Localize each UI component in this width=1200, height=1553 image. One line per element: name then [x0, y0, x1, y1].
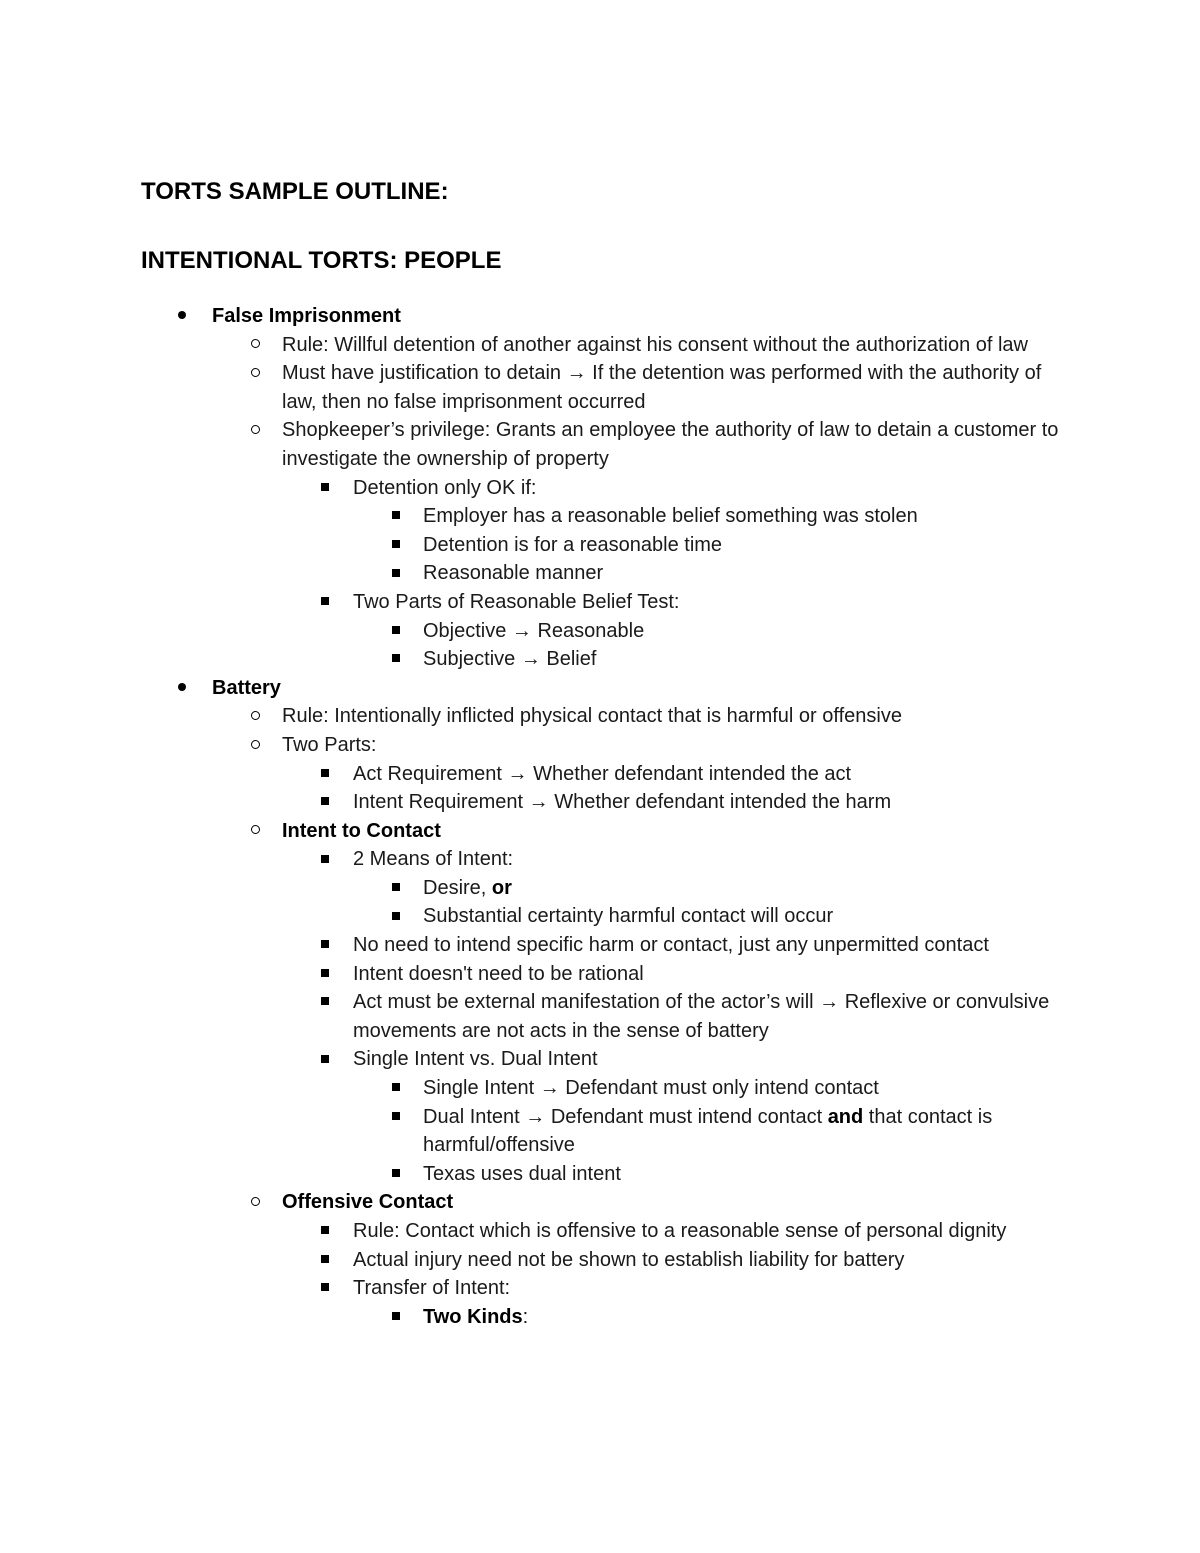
list-item: [0, 817, 1080, 846]
emphasis-two-kinds: Two Kinds: [423, 1305, 523, 1328]
list-item-text: Intent Requirement → Whether defendant intended the harm: [353, 791, 892, 814]
list-item: [0, 731, 1080, 760]
outline-list: [0, 302, 1200, 1331]
list-item: [0, 874, 1080, 903]
list-item-text: Texas uses dual intent: [423, 1162, 621, 1185]
list-item-text: Substantial certainty harmful contact will occur: [423, 905, 834, 928]
bullet-square-icon: [313, 931, 337, 960]
list-item-text: that contact is harmful/offensive: [423, 1105, 993, 1157]
bullet-square-icon: [384, 531, 408, 560]
list-item: [0, 617, 1080, 646]
emphasis-or: or: [491, 876, 512, 899]
list-item-text: Rule: Contact which is offensive to a reasonable sense of personal dignity: [353, 1220, 1007, 1242]
list-item: [0, 788, 1080, 817]
list-item: [0, 1103, 1080, 1160]
list-item-text: Single Intent → Defendant must only intend contact: [423, 1077, 879, 1100]
list-item-text: Subjective → Belief: [423, 648, 597, 671]
bullet-square-icon: [384, 1160, 408, 1189]
bullet-square-icon: [384, 617, 408, 646]
document-title: TORTS SAMPLE OUTLINE:: [141, 178, 449, 205]
bullet-square-icon: [313, 845, 337, 874]
bullet-circle-icon: [243, 331, 267, 360]
list-item-text: :: [522, 1305, 529, 1328]
list-item-text: Intent doesn't need to be rational: [353, 962, 644, 985]
list-item-text: Detention only OK if:: [353, 476, 537, 499]
list-item: [0, 1217, 1080, 1246]
bullet-square-icon: [313, 960, 337, 989]
bullet-circle-icon: [243, 1188, 267, 1217]
list-item: [0, 474, 1080, 503]
bullet-circle-icon: [243, 359, 267, 388]
bullet-square-icon: [384, 1103, 408, 1132]
topic-heading-battery: Battery: [212, 676, 281, 699]
list-item: [0, 531, 1080, 560]
list-item: [0, 645, 1080, 674]
list-item-text: Must have justification to detain → If the detention was performed with the authority of law, then no false imprisonment occurred: [282, 362, 1042, 413]
list-item-text: Employer has a reasonable belief something was stolen: [423, 505, 918, 528]
bullet-square-icon: [313, 588, 337, 617]
list-item: [0, 1160, 1080, 1189]
bullet-square-icon: [384, 559, 408, 588]
list-item: [0, 674, 1080, 703]
bullet-square-icon: [313, 1217, 337, 1246]
list-item-text: Detention is for a reasonable time: [423, 533, 723, 556]
list-item: [0, 1303, 1080, 1332]
list-item: [0, 988, 1080, 1045]
list-item-text: Dual Intent → Defendant must intend contact: [423, 1105, 828, 1128]
list-item: [0, 960, 1080, 989]
list-item-text: Actual injury need not be shown to establish liability for battery: [353, 1248, 905, 1271]
list-item-text: 2 Means of Intent:: [353, 848, 514, 871]
bullet-square-icon: [313, 1045, 337, 1074]
list-item-text: Act Requirement → Whether defendant intended the act: [353, 762, 852, 785]
list-item-text: Reasonable manner: [423, 562, 604, 585]
list-item: [0, 1188, 1080, 1217]
list-item-text: Objective → Reasonable: [423, 619, 645, 642]
list-item: [0, 331, 1080, 360]
bullet-square-icon: [313, 474, 337, 503]
subtopic-heading-offensive-contact: Offensive Contact: [282, 1191, 454, 1214]
bullet-square-icon: [384, 1074, 408, 1103]
bullet-dot-icon: [170, 674, 194, 703]
bullet-square-icon: [384, 645, 408, 674]
bullet-square-icon: [313, 988, 337, 1017]
list-item: [0, 559, 1080, 588]
list-item: [0, 1074, 1080, 1103]
list-item-text: No need to intend specific harm or contact, just any unpermitted contact: [353, 934, 989, 957]
list-item: [0, 416, 1080, 473]
list-item: [0, 502, 1080, 531]
list-item: [0, 845, 1080, 874]
list-item-text: Single Intent vs. Dual Intent: [353, 1048, 598, 1071]
subtopic-heading-intent-to-contact: Intent to Contact: [282, 819, 441, 842]
bullet-square-icon: [313, 1274, 337, 1303]
list-item: [0, 302, 1080, 331]
list-item: [0, 902, 1080, 931]
list-item: [0, 1045, 1080, 1074]
bullet-square-icon: [384, 1303, 408, 1332]
topic-heading-false-imprisonment: False Imprisonment: [212, 305, 401, 327]
section-heading: INTENTIONAL TORTS: PEOPLE: [141, 247, 502, 274]
list-item-text: Rule: Intentionally inflicted physical contact that is harmful or offensive: [282, 705, 902, 728]
list-item: [0, 588, 1080, 617]
bullet-circle-icon: [243, 731, 267, 760]
list-item: [0, 359, 1080, 416]
list-item: [0, 702, 1080, 731]
list-item-text: Two Parts:: [282, 733, 377, 756]
bullet-circle-icon: [243, 702, 267, 731]
list-item-text: Transfer of Intent:: [353, 1277, 511, 1300]
bullet-dot-icon: [170, 302, 194, 331]
list-item-text: Rule: Willful detention of another against his consent without the authorization of law: [282, 333, 1028, 356]
list-item-text: Shopkeeper’s privilege: Grants an employee the authority of law to detain a customer to investigate the ownership of property: [282, 419, 1059, 470]
list-item: [0, 1246, 1080, 1275]
bullet-circle-icon: [243, 416, 267, 445]
emphasis-and: and: [827, 1105, 864, 1128]
bullet-circle-icon: [243, 817, 267, 846]
list-item-text: Desire,: [423, 876, 492, 899]
bullet-square-icon: [313, 1246, 337, 1275]
list-item: [0, 1274, 1080, 1303]
bullet-square-icon: [384, 502, 408, 531]
list-item-text: Act must be external manifestation of the actor’s will → Reflexive or convulsive movements are not acts in the sense of battery: [353, 991, 1050, 1042]
list-item: [0, 760, 1080, 789]
bullet-square-icon: [384, 874, 408, 903]
bullet-square-icon: [313, 760, 337, 789]
list-item-text: Two Parts of Reasonable Belief Test:: [353, 590, 680, 613]
bullet-square-icon: [384, 902, 408, 931]
bullet-square-icon: [313, 788, 337, 817]
list-item: [0, 931, 1080, 960]
